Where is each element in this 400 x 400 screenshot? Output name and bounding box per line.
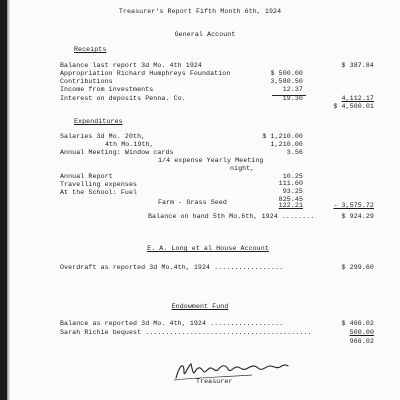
receipt-label: Contributions <box>60 78 113 85</box>
balance-on-hand-amount: $ 924.29 <box>341 213 374 220</box>
scan-edge-shadow <box>7 0 10 400</box>
expenditure-amount: 111.60 <box>278 180 303 187</box>
expenditure-label: Farm - Grass Seed <box>158 199 227 206</box>
receipts-grand-total: $ 4,500.01 <box>333 103 374 110</box>
expenditure-label: night, <box>230 165 255 172</box>
expenditure-amount: 93.25 <box>282 188 303 195</box>
receipt-label: Balance last report 3d Mo. 4th 1924 <box>60 62 202 69</box>
expenditure-amount: 1,210.00 <box>270 141 303 148</box>
scan-edge <box>0 0 7 400</box>
overdraft-label: Overdraft as reported 3d Mo.4th, 1924 ................. <box>60 264 284 271</box>
receipt-label: Income from investments <box>60 86 154 93</box>
expenditure-label: Travelling expenses <box>60 181 138 188</box>
expenditure-label: Salaries 3d Mo. 20th, <box>60 133 146 140</box>
expenditure-label: 1/4 expense Yearly Meeting <box>158 157 264 164</box>
expenditure-amount: 825.45 <box>278 196 303 203</box>
receipt-total: 4,112.17 <box>341 95 374 102</box>
expenditure-amount: 10.25 <box>282 173 303 180</box>
receipt-amount: $ 500.00 <box>270 70 303 77</box>
receipt-amount: 19.30 <box>282 95 303 102</box>
receipt-amount: 3,580.50 <box>270 78 303 85</box>
expenditure-amount: 3.56 <box>286 149 303 156</box>
receipts-heading: Receipts <box>74 46 107 53</box>
expenditure-amount: 122.21 <box>278 202 303 209</box>
expenditure-label: Annual Meeting: Window cards <box>60 149 174 156</box>
expenditure-label: 4th Mo.19th, <box>105 141 154 148</box>
endowment-line-amount: 500.00 <box>349 329 374 336</box>
expenditure-label: At the School: Fuel <box>60 189 138 196</box>
endowment-total: 966.02 <box>349 338 374 345</box>
receipt-amount: 12.37 <box>282 86 303 93</box>
expenditure-label: Annual Report <box>60 173 113 180</box>
house-account-heading: E. A. Long et al House Account <box>147 245 269 252</box>
balance-on-hand-label: Balance on hand 5th Mo.6th, 1924 ........ <box>148 213 315 220</box>
endowment-fund-heading: Endowment Fund <box>171 303 229 310</box>
expenditures-heading: Expenditures <box>74 118 123 125</box>
receipt-label: Appropriation Richard Humphreys Foundation <box>60 70 231 77</box>
expenditure-amount: $ 1,210.00 <box>262 133 303 140</box>
overdraft-amount: $ 299.60 <box>341 264 374 271</box>
general-account-heading: General Account <box>174 31 236 38</box>
report-title: Treasurer's Report Fifth Month 6th, 1924 <box>118 8 282 15</box>
receipt-total: $ 387.84 <box>341 62 374 69</box>
endowment-line-amount: $ 466.02 <box>341 320 374 327</box>
receipt-label: Interest on deposits Penna. Co. <box>60 95 186 102</box>
endowment-line-label: Sarah Richie bequest ......................................... <box>60 329 312 336</box>
signature-title: Treasurer <box>196 378 233 385</box>
endowment-line-label: Balance as reported 3d Mo. 4th, 1924 .................. <box>60 320 284 327</box>
expenditures-total: - 3,575.72 <box>333 202 374 209</box>
